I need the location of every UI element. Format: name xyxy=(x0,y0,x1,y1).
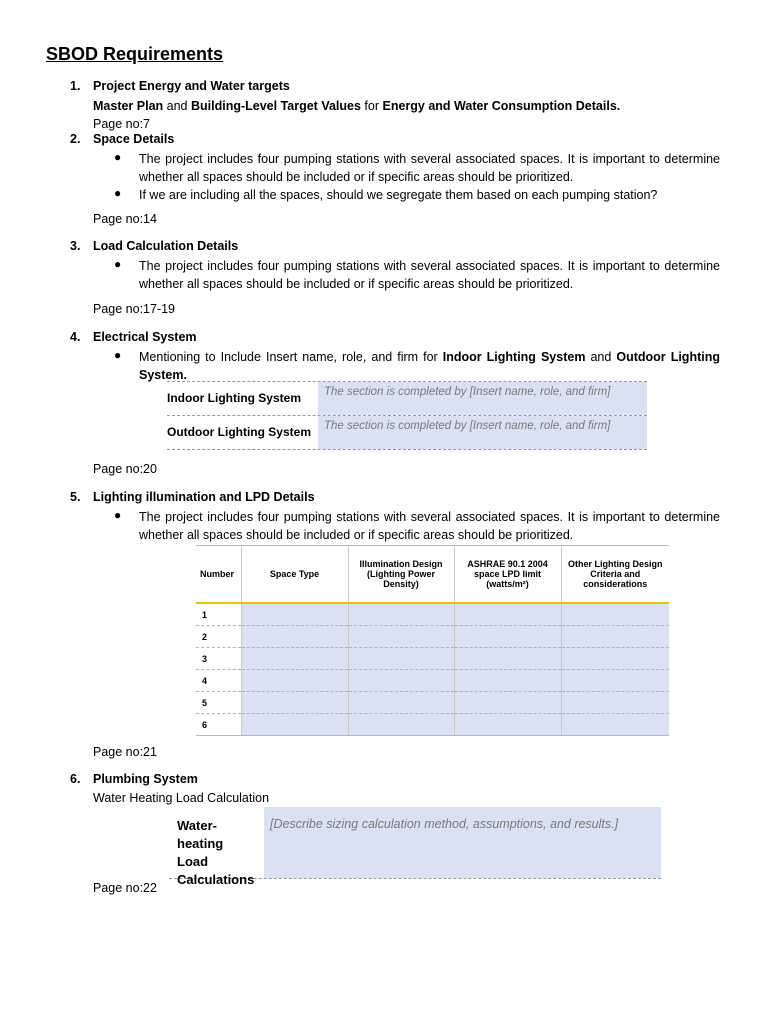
table-row xyxy=(196,670,669,692)
table-cell[interactable] xyxy=(348,670,454,692)
table-cell[interactable] xyxy=(241,670,348,692)
section-title: Electrical System xyxy=(93,330,197,344)
table-row xyxy=(196,714,669,736)
bullet-text: If we are including all the spaces, should we segregate them based on each pumping station? xyxy=(139,188,658,202)
table-cell[interactable] xyxy=(348,692,454,714)
column-header: Illumination Design (Lighting Power Density) xyxy=(348,546,454,604)
master-plan-text: Master Plan xyxy=(93,99,164,113)
column-header: Number xyxy=(196,546,241,604)
table-cell[interactable] xyxy=(561,626,669,648)
table-cell[interactable] xyxy=(454,714,561,736)
table-cell[interactable] xyxy=(454,692,561,714)
table-cell[interactable] xyxy=(561,714,669,736)
table-cell[interactable] xyxy=(348,648,454,670)
section-number: 5. xyxy=(70,490,81,504)
mention-text: Mentioning to Include Insert name, role, and firm for xyxy=(139,350,443,364)
section-title: Project Energy and Water targets xyxy=(93,79,290,93)
connector-text: and xyxy=(163,99,191,113)
targets-line xyxy=(93,97,620,115)
section-number: 1. xyxy=(70,79,81,93)
table-row xyxy=(196,692,669,714)
page-reference: Page no:17-19 xyxy=(93,302,176,316)
section-title: Lighting illumination and LPD Details xyxy=(93,490,315,504)
table-cell[interactable] xyxy=(241,692,348,714)
table-cell[interactable] xyxy=(241,648,348,670)
row-number: 1 xyxy=(196,603,241,626)
bullet-icon: ● xyxy=(114,508,122,522)
lighting-system-table xyxy=(167,381,647,450)
column-header: Other Lighting Design Criteria and considerations xyxy=(561,546,669,604)
table-cell[interactable] xyxy=(241,626,348,648)
table-cell[interactable] xyxy=(454,670,561,692)
placeholder-field[interactable]: The section is completed by [Insert name, role, and firm] xyxy=(318,382,647,415)
bullet-text xyxy=(139,348,720,384)
section-number: 6. xyxy=(70,772,81,786)
section-title: Load Calculation Details xyxy=(93,239,239,253)
table-header-row xyxy=(196,546,669,604)
table-row xyxy=(196,603,669,626)
page-title: SBOD Requirements xyxy=(46,44,224,64)
row-number: 4 xyxy=(196,670,241,692)
table-cell[interactable] xyxy=(561,670,669,692)
section-number: 4. xyxy=(70,330,81,344)
table-cell[interactable] xyxy=(454,648,561,670)
table-cell[interactable] xyxy=(561,692,669,714)
table-cell[interactable] xyxy=(454,603,561,626)
section-title: Plumbing System xyxy=(93,772,198,786)
column-header: Space Type xyxy=(241,546,348,604)
page-reference: Page no:21 xyxy=(93,745,157,759)
bullet-text: The project includes four pumping stations with several associated spaces. It is important to determine whether all spaces should be included or if specific areas should be prioritized. xyxy=(139,259,720,291)
row-number: 2 xyxy=(196,626,241,648)
subtitle: Water Heating Load Calculation xyxy=(93,791,270,805)
table-row xyxy=(167,382,647,416)
bullet-icon: ● xyxy=(114,348,122,362)
connector-text: and xyxy=(585,350,617,364)
water-heating-table xyxy=(169,807,661,887)
row-number: 3 xyxy=(196,648,241,670)
table-row xyxy=(167,416,647,450)
page-reference: Page no:14 xyxy=(93,212,157,226)
table-row xyxy=(196,648,669,670)
table-cell[interactable] xyxy=(348,714,454,736)
indoor-lighting-text: Indoor Lighting System xyxy=(442,350,586,364)
placeholder-field[interactable]: [Describe sizing calculation method, assumptions, and results.] xyxy=(264,807,661,878)
bullet-icon: ● xyxy=(114,186,122,200)
consumption-details-text: Energy and Water Consumption Details. xyxy=(382,99,621,113)
connector-text: for xyxy=(360,99,383,113)
table-cell[interactable] xyxy=(561,603,669,626)
table-cell[interactable] xyxy=(454,626,561,648)
table-cell[interactable] xyxy=(348,603,454,626)
table-cell[interactable] xyxy=(561,648,669,670)
row-label: Outdoor Lighting System xyxy=(167,425,311,439)
row-number: 5 xyxy=(196,692,241,714)
row-label: Indoor Lighting System xyxy=(167,391,301,405)
section-number: 3. xyxy=(70,239,81,253)
section-title: Space Details xyxy=(93,132,175,146)
page-reference: Page no:7 xyxy=(93,117,150,131)
row-label: Water-heating Load Calculations xyxy=(177,818,255,887)
column-header: ASHRAE 90.1 2004 space LPD limit (watts/m²) xyxy=(454,546,561,604)
bullet-icon: ● xyxy=(114,150,122,164)
table-cell[interactable] xyxy=(241,603,348,626)
outdoor-lighting-text: Outdoor Lighting System. xyxy=(139,350,720,382)
section-number: 2. xyxy=(70,132,81,146)
table-row xyxy=(196,626,669,648)
table-cell[interactable] xyxy=(348,626,454,648)
page-reference: Page no:20 xyxy=(93,462,157,476)
bullet-text: The project includes four pumping stations with several associated spaces. It is important to determine whether all spaces should be included or if specific areas should be prioritized. xyxy=(139,510,720,542)
target-values-text: Building-Level Target Values xyxy=(190,99,361,113)
lpd-table xyxy=(196,545,669,736)
bullet-text: The project includes four pumping stations with several associated spaces. It is important to determine whether all spaces should be included or if specific areas should be prioritized. xyxy=(139,152,720,184)
page-reference: Page no:22 xyxy=(93,881,157,895)
row-number: 6 xyxy=(196,714,241,736)
placeholder-field[interactable]: The section is completed by [Insert name, role, and firm] xyxy=(318,416,647,449)
bullet-icon: ● xyxy=(114,257,122,271)
table-cell[interactable] xyxy=(241,714,348,736)
